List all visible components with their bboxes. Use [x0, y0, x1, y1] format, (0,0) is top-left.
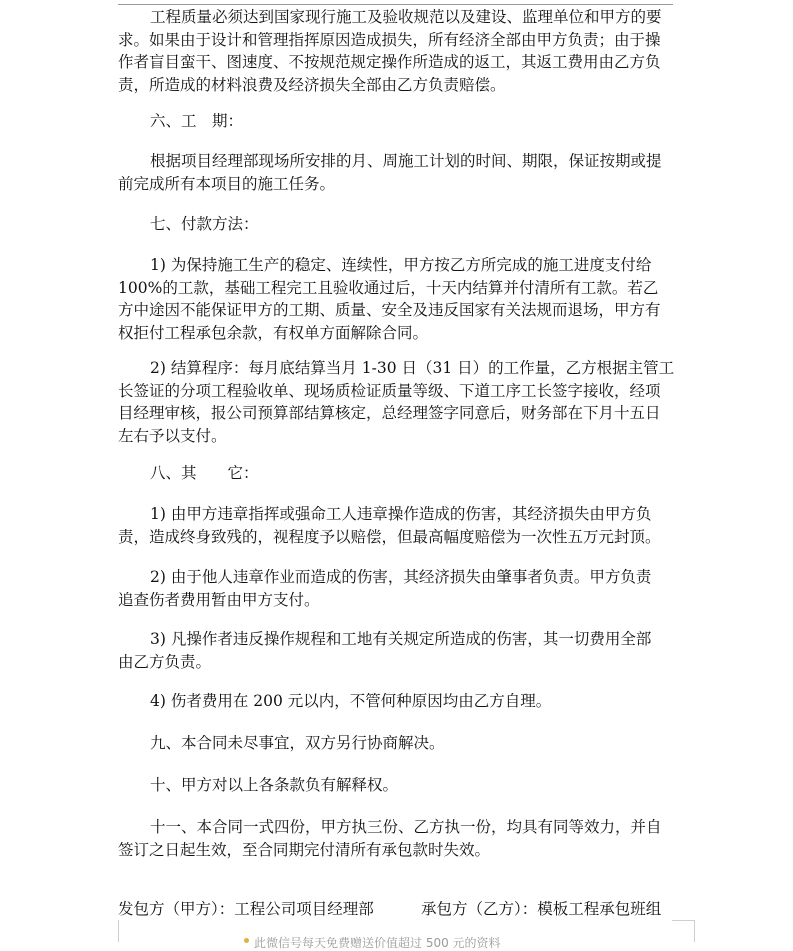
text-line: 4) 伤者费用在 200 元以内，不管何种原因均由乙方自理。	[150, 692, 552, 710]
page-corner-mark-right	[694, 920, 695, 942]
top-rule	[118, 4, 673, 5]
clause-nine	[118, 732, 678, 755]
text-line: 责，造成终身致残的，视程度予以赔偿，但最高幅度赔偿为一次性五万元封顶。	[118, 527, 661, 546]
heading-schedule	[118, 110, 678, 133]
paragraph-other-4	[118, 690, 678, 713]
text-line: 求。如果由于设计和管理指挥原因造成损失，所有经济全部由甲方负责；由于操	[118, 30, 661, 49]
signature-party-a: 发包方（甲方）：工程公司项目经理部	[118, 900, 374, 918]
text-line: 1) 由甲方违章指挥或强命工人违章操作造成的伤害，其经济损失由甲方负	[150, 505, 652, 523]
paragraph-payment-1	[118, 254, 678, 344]
text-line: 由乙方负责。	[118, 652, 212, 671]
text-line: 目经理审核，报公司预算部结算核定，总经理签字同意后，财务部在下月十五日	[118, 404, 661, 422]
paragraph-payment-2	[118, 357, 678, 447]
text-line: 1) 为保持施工生产的稳定、连续性，甲方按乙方所完成的施工进度支付给	[150, 256, 652, 274]
section-heading: 七、付款方法：	[150, 215, 259, 233]
text-line: 根据项目经理部现场所安排的月、周施工计划的时间、期限，保证按期或提	[150, 152, 662, 170]
text-line: 作者盲目蛮干、图速度、不按规范规定操作所造成的返工，其返工费用由乙方负	[118, 53, 661, 71]
text-line: 左右予以支付。	[118, 426, 227, 445]
clause-ten	[118, 774, 678, 797]
text-line: 100%的工款，基础工程完工且验收通过后，十天内结算并付清所有工款。若乙	[118, 278, 659, 297]
text-line: 方中途因不能保证甲方的工期、质量、安全及违反国家有关法规而退场，甲方有	[118, 301, 661, 319]
text-line: 2) 由于他人违章作业而造成的伤害，其经济损失由肇事者负责。甲方负责	[150, 568, 652, 586]
page-corner-mark-right-top	[672, 920, 694, 921]
footer-note: 此微信号每天免费赠送价值超过 500 元的资料	[254, 936, 501, 950]
clause-eleven	[118, 816, 678, 861]
text-line: 责，所造成的材料浪费及经济损失全部由乙方负责赔偿。	[118, 75, 506, 94]
text-line: 前完成所有本项目的施工任务。	[118, 174, 336, 193]
section-heading: 六、工 期：	[150, 112, 244, 130]
text-line: 九、本合同未尽事宜，双方另行协商解决。	[150, 734, 445, 752]
text-line: 权拒付工程承包余款，有权单方面解除合同。	[118, 323, 429, 342]
text-line: 2) 结算程序：每月底结算当月 1-30 日（31 日）的工作量，乙方根据主管工	[150, 359, 675, 377]
text-line: 长签证的分项工程验收单、现场质检证质量等级、下道工序工长签字接收，经项	[118, 381, 661, 400]
text-line: 签订之日起生效，至合同期完付清所有承包款时失效。	[118, 840, 491, 859]
paragraph-other-2	[118, 566, 678, 611]
page-corner-mark-left	[118, 920, 119, 942]
paragraph-other-3	[118, 628, 678, 673]
heading-other	[118, 462, 678, 485]
text-line: 工程质量必须达到国家现行施工及验收规范以及建设、监理单位和甲方的要	[150, 8, 662, 26]
paragraph-quality	[118, 6, 678, 96]
text-line: 追查伤者费用暂由甲方支付。	[118, 590, 320, 609]
bullet-icon	[244, 938, 249, 943]
text-line: 十、甲方对以上各条款负有解释权。	[150, 776, 399, 794]
paragraph-schedule	[118, 150, 678, 195]
text-line: 十一、本合同一式四份，甲方执三份、乙方执一份，均具有同等效力，并自	[150, 818, 662, 836]
section-heading: 八、其 它：	[150, 464, 259, 482]
heading-payment	[118, 213, 678, 236]
paragraph-other-1	[118, 503, 678, 548]
text-line: 3) 凡操作者违反操作规程和工地有关规定所造成的伤害，其一切费用全部	[150, 630, 652, 648]
signature-party-b: 承包方（乙方）：模板工程承包班组	[421, 900, 662, 918]
